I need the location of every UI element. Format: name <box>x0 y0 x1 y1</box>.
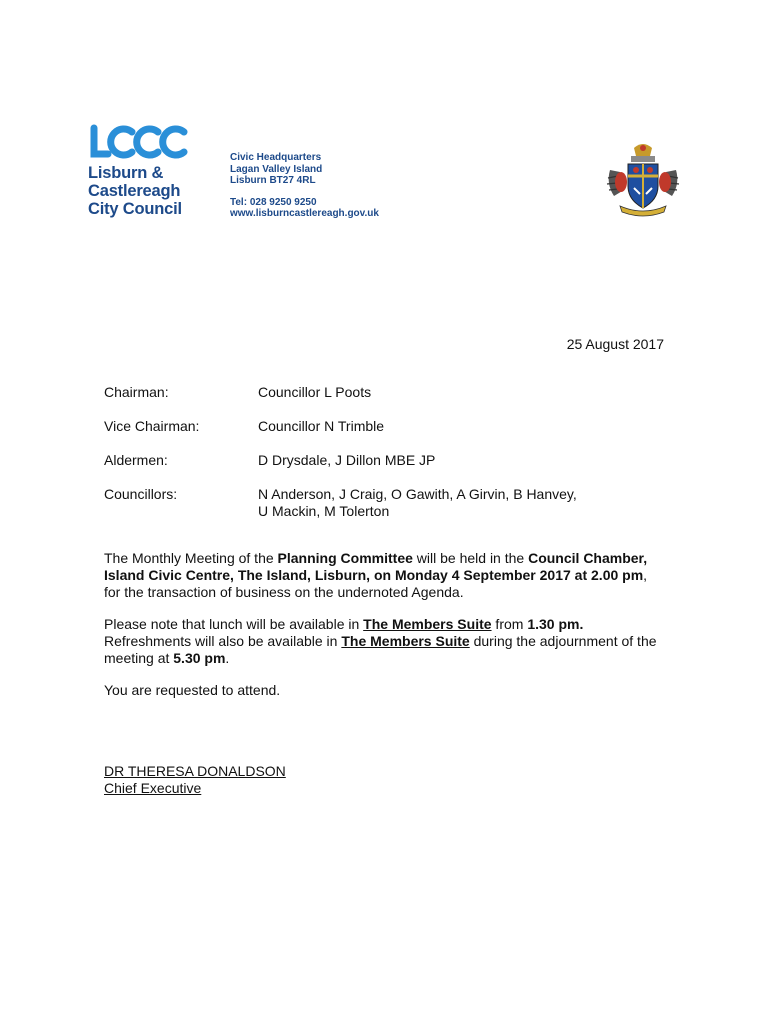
committee-name: Planning Committee <box>277 550 413 566</box>
member-value: Councillor L Poots <box>258 384 372 400</box>
notice-text: during the adjournment of the meeting at <box>104 633 657 666</box>
meeting-notice <box>104 550 664 601</box>
notice-text: will be held in the <box>412 550 529 566</box>
council-name <box>88 164 200 218</box>
signatory-name: DR THERESA DONALDSON <box>104 763 286 779</box>
org-name-line-2: Castlereagh <box>88 182 181 200</box>
telephone: Tel: 028 9250 9250 <box>230 196 317 208</box>
website-link[interactable]: www.lisburncastlereagh.gov.uk <box>230 208 379 220</box>
notice-text: , for the transaction of business on the undernoted Agenda. <box>104 567 648 600</box>
member-label: Vice Chairman: <box>104 418 200 434</box>
notice-text: The Monthly Meeting of the <box>104 550 278 566</box>
address-line-2: Lagan Valley Island <box>230 163 323 175</box>
notice-text: Please note that lunch will be available in <box>104 616 364 632</box>
coat-of-arms-icon <box>604 140 682 218</box>
lunch-time: 1.30 pm. <box>527 616 584 632</box>
adjournment-time: 5.30 pm <box>173 650 226 666</box>
meeting-location-time: Council Chamber, Island Civic Centre, The Island, Lisburn, on Monday 4 September 2017 at 2.00 pm <box>104 550 648 583</box>
member-value <box>258 486 678 520</box>
address-line-3: Lisburn BT27 4RL <box>230 175 316 187</box>
member-value: Councillor N Trimble <box>258 418 385 434</box>
members-suite: The Members Suite <box>363 616 492 632</box>
notice-text: from <box>491 616 528 632</box>
members-suite: The Members Suite <box>341 633 470 649</box>
letter-date: 25 August 2017 <box>566 336 664 352</box>
signatory-title: Chief Executive <box>104 780 202 796</box>
member-label: Councillors: <box>104 486 178 502</box>
member-label: Chairman: <box>104 384 169 400</box>
member-value: D Drysdale, J Dillon MBE JP <box>258 452 436 468</box>
org-name-line-3: City Council <box>88 200 182 218</box>
attendance-request: You are requested to attend. <box>104 682 281 698</box>
member-value-line-2: U Mackin, M Tolerton <box>258 503 390 519</box>
member-value-line-1: N Anderson, J Craig, O Gawith, A Girvin, B Hanvey, <box>258 486 577 502</box>
notice-text: Refreshments will also be available in <box>104 633 342 649</box>
address-line-1: Civic Headquarters <box>230 152 322 163</box>
org-name-line-1: Lisburn & <box>88 164 164 182</box>
notice-text: . <box>225 650 230 666</box>
council-logo <box>88 124 200 218</box>
lunch-notice <box>104 616 664 667</box>
member-label: Aldermen: <box>104 452 168 468</box>
address-block <box>230 152 379 220</box>
lccc-logo-icon <box>88 124 194 160</box>
